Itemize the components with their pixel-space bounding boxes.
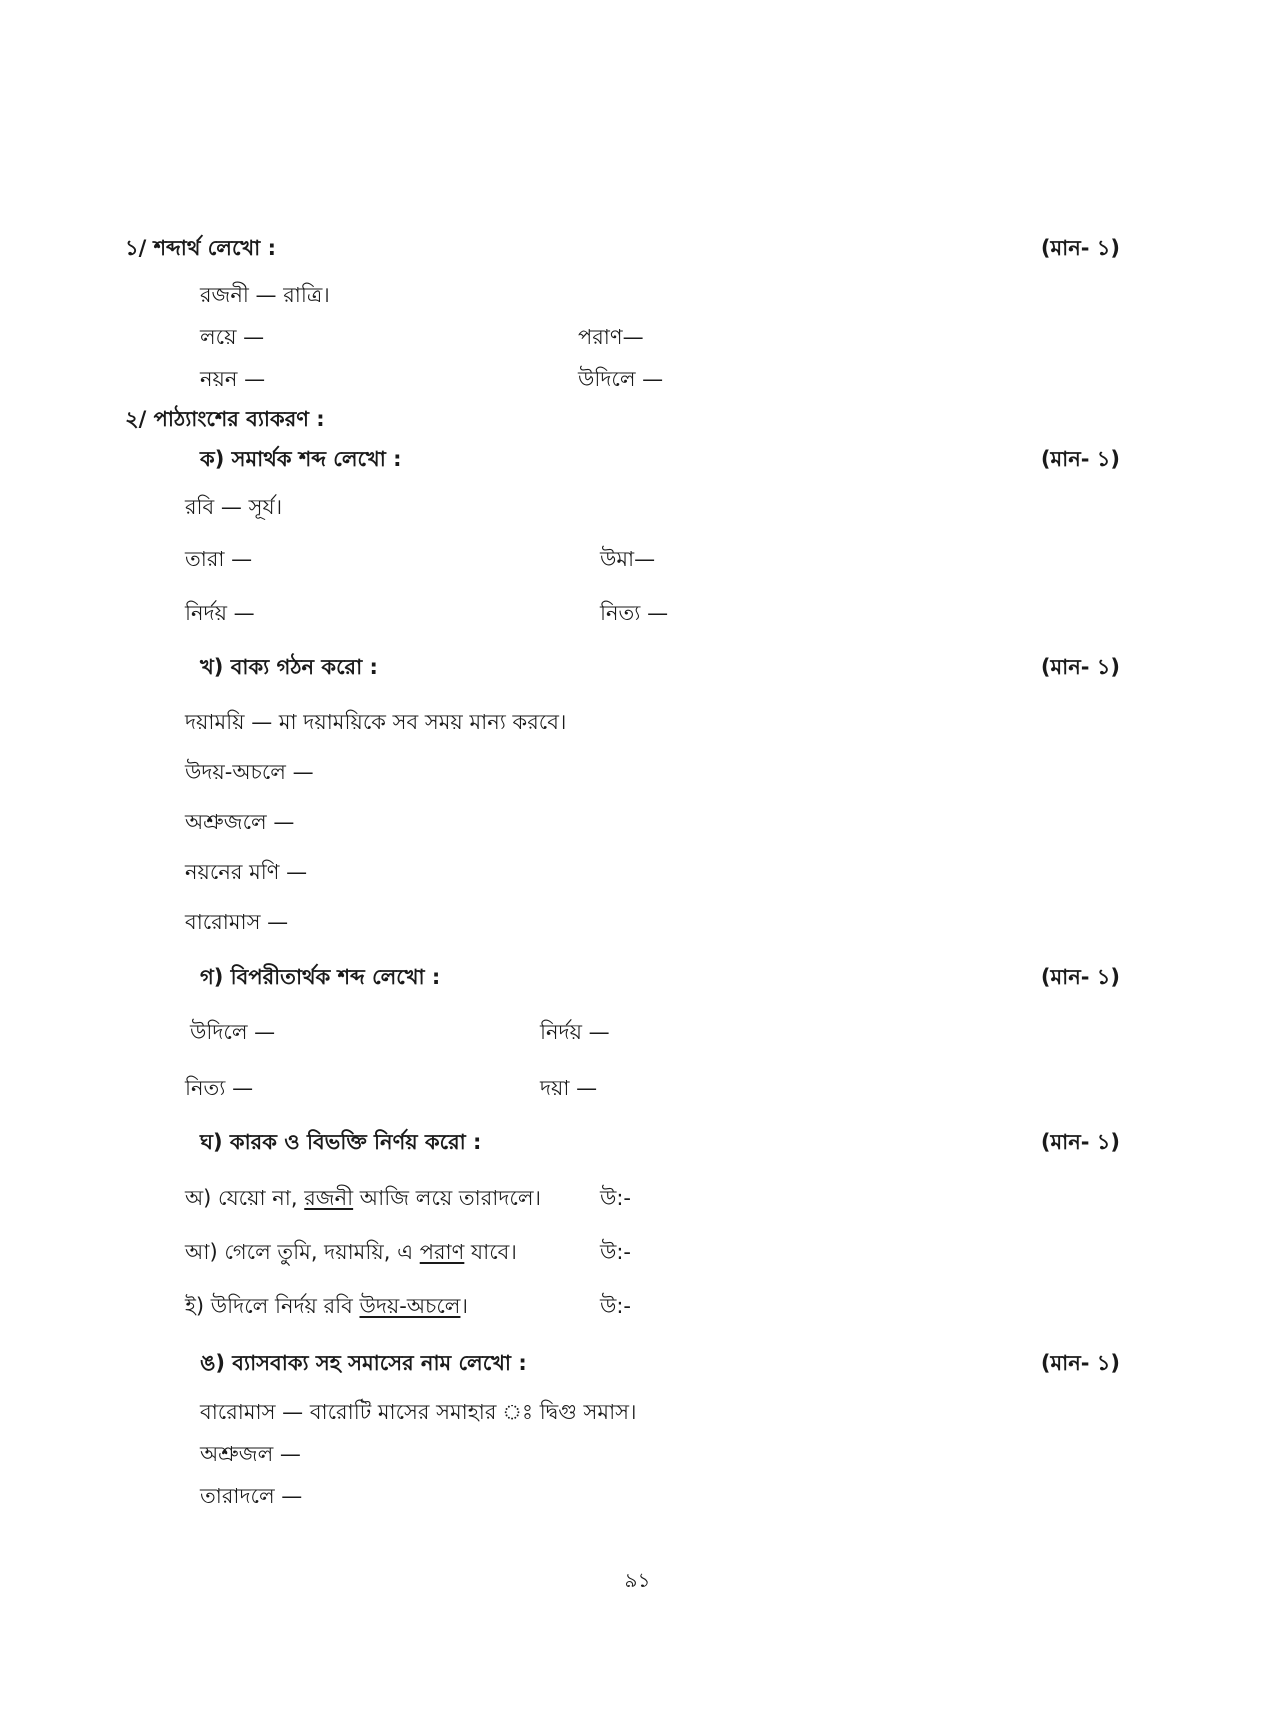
q2-gha-answer-3: উ:- <box>600 1294 632 1318</box>
underlined-word: উদয়-অচলে <box>359 1294 461 1318</box>
q1-item-3: নয়ন — <box>200 367 266 391</box>
q2-umo-item-1: অশ্রুজল — <box>200 1442 301 1466</box>
underlined-word: রজনী <box>304 1186 354 1210</box>
q1-example: রজনী — রাত্রি। <box>200 283 330 307</box>
q2-ga-heading: গ) বিপরীতার্থক শব্দ লেখো : <box>200 965 441 989</box>
q2-ka-item-3: নির্দয় — <box>185 601 255 625</box>
q2-ga-item-2: নির্দয় — <box>540 1020 610 1044</box>
q2-ga-item-4: দয়া — <box>540 1076 598 1100</box>
underlined-word: পরাণ <box>419 1240 465 1264</box>
q2-kha-example: দয়াময়ি — মা দয়াময়িকে সব সময় মান্য করবে। <box>185 710 567 734</box>
sentence-text: ই) উদিলে নির্দয় রবি <box>185 1294 360 1318</box>
sentence-text: আজি লয়ে তারাদলে। <box>353 1186 542 1210</box>
q2-umo-item-2: তারাদলে — <box>200 1484 303 1508</box>
sentence-text: অ) যেয়ো না, <box>185 1186 305 1210</box>
q2-ga-marks: (মান- ১) <box>1040 965 1120 989</box>
q2-gha-answer-2: উ:- <box>600 1240 632 1264</box>
q1-item-1: লয়ে — <box>200 325 265 349</box>
q1-heading: ১/ শব্দার্থ লেখো : <box>125 236 276 260</box>
q2-kha-item-3: নয়নের মণি — <box>185 860 308 884</box>
q2-kha-item-2: অশ্রুজলে — <box>185 810 295 834</box>
q2-ga-item-3: নিত্য — <box>185 1076 254 1100</box>
q1-item-4: উদিলে — <box>578 367 664 391</box>
q2-umo-example: বারোমাস — বারোটি মাসের সমাহার ঃ দ্বিগু সমাস। <box>200 1400 637 1424</box>
q2-ka-item-2: উমা— <box>600 547 656 571</box>
q2-kha-item-1: উদয়-অচলে — <box>185 760 314 784</box>
q2-ka-item-1: তারা — <box>185 547 253 571</box>
q2-umo-marks: (মান- ১) <box>1040 1351 1120 1375</box>
q2-gha-sentence-1 <box>185 1184 541 1212</box>
q2-umo-heading: ঙ) ব্যাসবাক্য সহ সমাসের নাম লেখো : <box>200 1351 527 1375</box>
q2-heading: ২/ পাঠ্যাংশের ব্যাকরণ : <box>125 407 325 431</box>
q2-gha-sentence-2 <box>185 1238 517 1266</box>
q2-kha-item-4: বারোমাস — <box>185 910 289 934</box>
q2-ka-item-4: নিত্য — <box>600 601 669 625</box>
q2-kha-heading: খ) বাক্য গঠন করো : <box>200 655 378 679</box>
q2-ka-heading: ক) সমার্থক শব্দ লেখো : <box>200 447 402 471</box>
q2-kha-marks: (মান- ১) <box>1040 655 1120 679</box>
q2-gha-marks: (মান- ১) <box>1040 1130 1120 1154</box>
q2-ka-example: রবি — সূর্য। <box>185 495 283 519</box>
sentence-text: আ) গেলে তুমি, দয়াময়ি, এ <box>185 1240 420 1264</box>
page-number: ৯১ <box>624 1568 651 1592</box>
sentence-text: যাবে। <box>464 1240 517 1264</box>
q2-ga-item-1: উদিলে — <box>190 1020 276 1044</box>
sentence-text: । <box>460 1294 468 1318</box>
q2-ka-marks: (মান- ১) <box>1040 447 1120 471</box>
q1-item-2: পরাণ— <box>578 325 644 349</box>
q2-gha-heading: ঘ) কারক ও বিভক্তি নির্ণয় করো : <box>200 1130 482 1154</box>
q2-gha-sentence-3 <box>185 1292 468 1320</box>
q2-gha-answer-1: উ:- <box>600 1186 632 1210</box>
q1-marks: (মান- ১) <box>1040 236 1120 260</box>
